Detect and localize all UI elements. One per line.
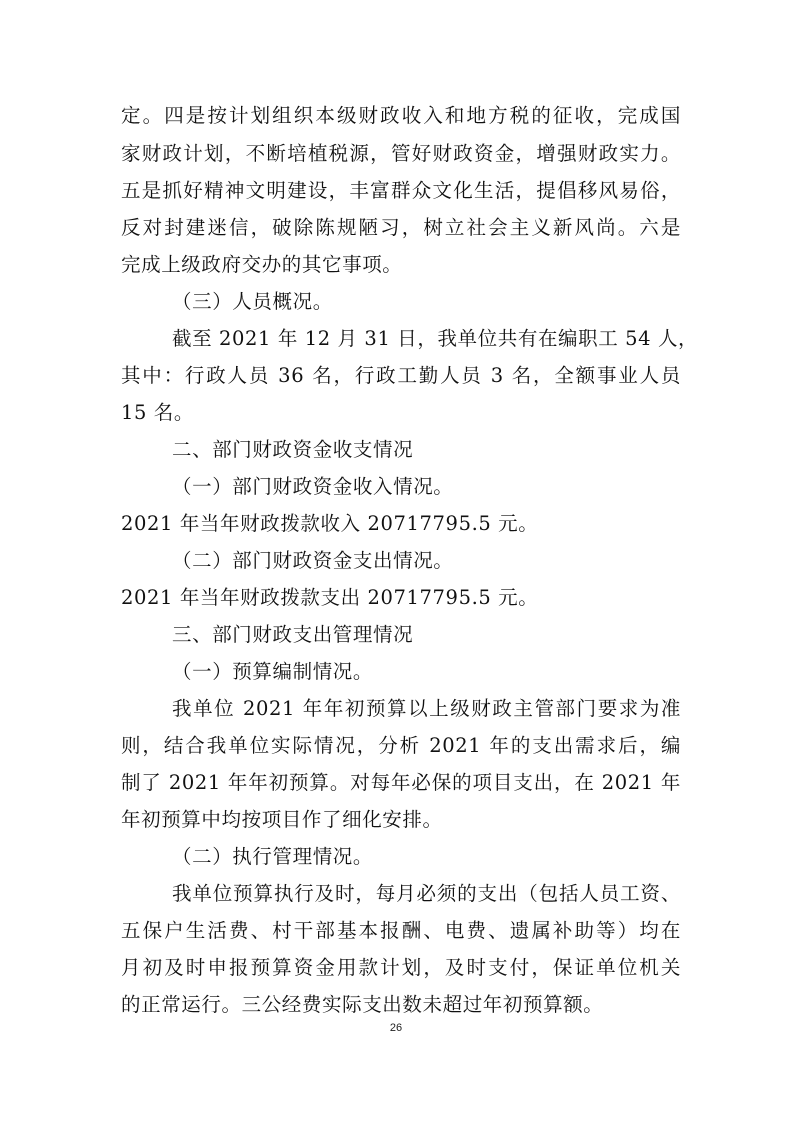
section-heading: （三）人员概况。 — [172, 290, 333, 313]
section-heading: 三、部门财政支出管理情况 — [172, 623, 414, 646]
section-heading: （二）部门财政资金支出情况。 — [172, 549, 454, 572]
paragraph-line: 15 名。 — [121, 401, 195, 424]
page-number: 26 — [389, 1022, 403, 1034]
paragraph-line: 完成上级政府交办的其它事项。 — [121, 253, 403, 276]
paragraph-line: 五保户生活费、村干部基本报酬、电费、遗属补助等）均在 — [121, 919, 681, 942]
paragraph-line: 我单位 2021 年年初预算以上级财政主管部门要求为准 — [172, 697, 681, 720]
paragraph-line: 月初及时申报预算资金用款计划，及时支付，保证单位机关 — [121, 956, 681, 979]
paragraph-line: 年初预算中均按项目作了细化安排。 — [121, 808, 443, 831]
paragraph-line: 家财政计划，不断培植税源，管好财政资金，增强财政实力。 — [121, 142, 681, 165]
paragraph-line: 其中：行政人员 36 名，行政工勤人员 3 名，全额事业人员 — [121, 364, 681, 387]
section-heading: 二、部门财政资金收支情况 — [172, 438, 414, 461]
section-heading: （二）执行管理情况。 — [172, 845, 374, 868]
section-heading: （一）预算编制情况。 — [172, 660, 374, 683]
paragraph-line: 五是抓好精神文明建设，丰富群众文化生活，提倡移风易俗， — [121, 179, 681, 202]
paragraph-line: 2021 年当年财政拨款收入 20717795.5 元。 — [121, 512, 539, 535]
paragraph-line: 制了 2021 年年初预算。对每年必保的项目支出，在 2021 年 — [121, 771, 681, 794]
paragraph-line: 反对封建迷信，破除陈规陋习，树立社会主义新风尚。六是 — [121, 216, 681, 239]
paragraph-line: 我单位预算执行及时，每月必须的支出（包括人员工资、 — [172, 882, 681, 905]
paragraph-line: 定。四是按计划组织本级财政收入和地方税的征收，完成国 — [121, 104, 681, 127]
paragraph-line: 2021 年当年财政拨款支出 20717795.5 元。 — [121, 586, 539, 609]
paragraph-line: 截至 2021 年 12 月 31 日，我单位共有在编职工 54 人， — [172, 327, 699, 350]
section-heading: （一）部门财政资金收入情况。 — [172, 475, 454, 498]
paragraph-line: 则，结合我单位实际情况，分析 2021 年的支出需求后，编 — [121, 734, 681, 757]
paragraph-line: 的正常运行。三公经费实际支出数未超过年初预算额。 — [121, 993, 604, 1016]
